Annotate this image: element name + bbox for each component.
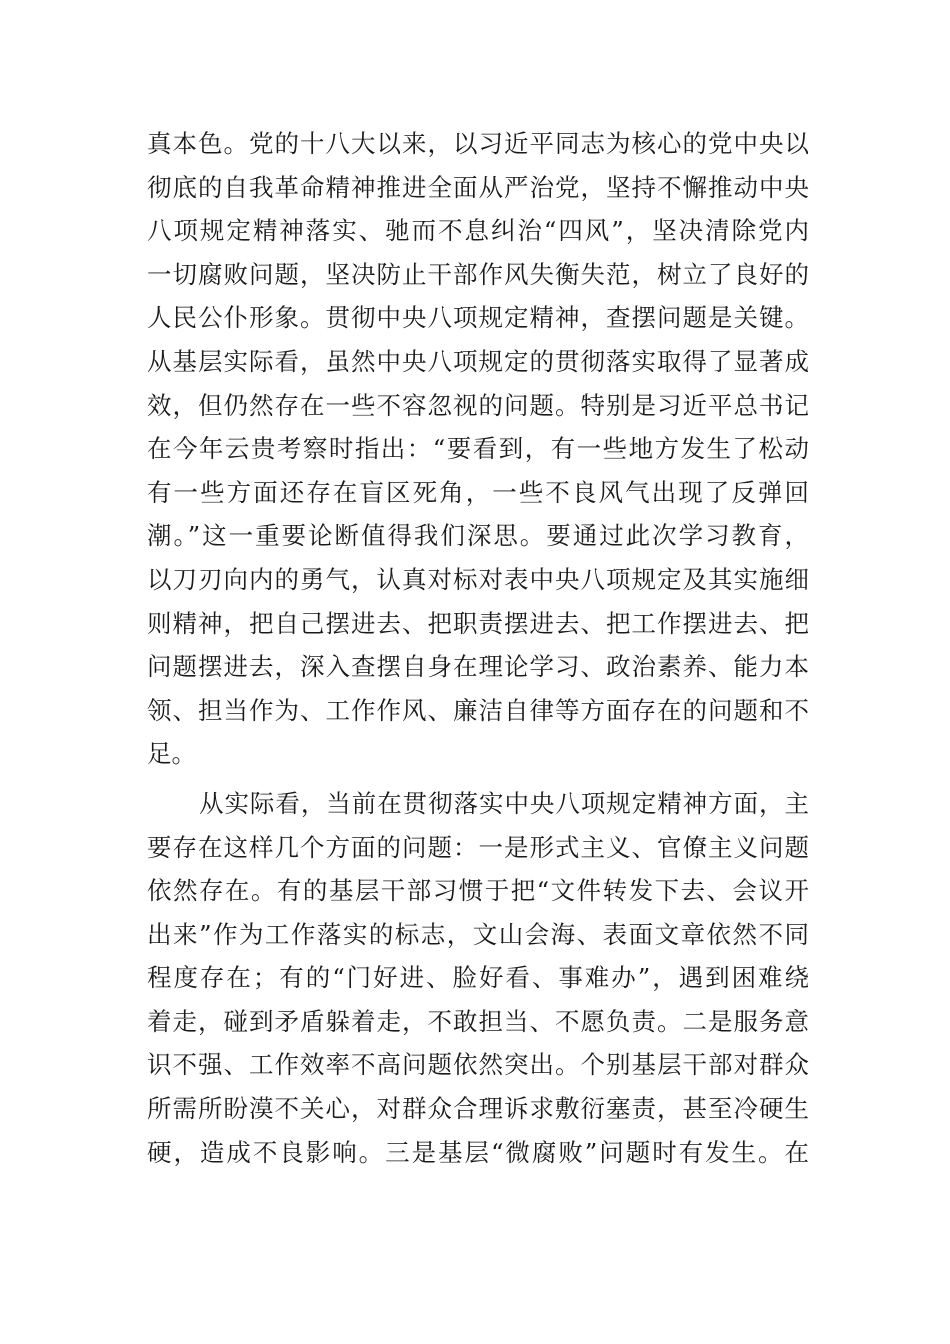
paragraph-line: 着走，碰到矛盾躲着走，不敢担当、不愿负责。二是服务意 <box>147 1006 809 1036</box>
paragraph-line: 潮。”这一重要论断值得我们深思。要通过此次学习教育， <box>147 521 809 551</box>
paragraph-line: 一切腐败问题，坚决防止干部作风失衡失范，树立了良好的 <box>147 259 809 289</box>
document-body <box>147 122 809 1174</box>
paragraph-line: 效，但仍然存在一些不容忽视的问题。特别是习近平总书记 <box>147 390 809 420</box>
paragraph-line: 八项规定精神落实、驰而不息纠治“四风”，坚决清除党内 <box>147 216 809 246</box>
paragraph-line: 则精神，把自己摆进去、把职责摆进去、把工作摆进去、把 <box>147 608 809 638</box>
paragraph-line: 彻底的自我革命精神推进全面从严治党，坚持不懈推动中央 <box>147 172 809 202</box>
paragraph-line: 从实际看，当前在贯彻落实中央八项规定精神方面，主 <box>199 788 809 818</box>
paragraph-line: 领、担当作为、工作作风、廉洁自律等方面存在的问题和不 <box>147 695 809 725</box>
paragraph-line: 足。 <box>147 739 196 769</box>
paragraph-line: 真本色。党的十八大以来，以习近平同志为核心的党中央以 <box>147 129 809 158</box>
paragraph-line: 以刀刃向内的勇气，认真对标对表中央八项规定及其实施细 <box>147 564 809 594</box>
paragraph-line: 人民公仆形象。贯彻中央八项规定精神，查摆问题是关键。 <box>147 303 809 333</box>
paragraph-line: 有一些方面还存在盲区死角，一些不良风气出现了反弹回 <box>147 477 809 507</box>
paragraph-line: 要存在这样几个方面的问题：一是形式主义、官僚主义问题 <box>147 832 809 862</box>
paragraph-line: 所需所盼漠不关心，对群众合理诉求敷衍塞责，甚至冷硬生 <box>147 1094 809 1124</box>
paragraph-line: 程度存在；有的“门好进、脸好看、事难办”，遇到困难绕 <box>147 963 809 993</box>
paragraph-line: 识不强、工作效率不高问题依然突出。个别基层干部对群众 <box>147 1050 809 1080</box>
paragraph-line: 从基层实际看，虽然中央八项规定的贯彻落实取得了显著成 <box>147 346 809 376</box>
paragraph-2 <box>147 782 809 1174</box>
paragraph-line: 在今年云贵考察时指出：“要看到，有一些地方发生了松动 <box>147 434 809 464</box>
paragraph-line: 依然存在。有的基层干部习惯于把“文件转发下去、会议开 <box>147 876 809 906</box>
paragraph-1 <box>147 122 809 776</box>
paragraph-line: 问题摆进去，深入查摆自身在理论学习、政治素养、能力本 <box>147 652 809 682</box>
paragraph-line: 出来”作为工作落实的标志，文山会海、表面文章依然不同 <box>147 919 809 949</box>
paragraph-line: 硬，造成不良影响。三是基层“微腐败”问题时有发生。在 <box>147 1137 809 1167</box>
